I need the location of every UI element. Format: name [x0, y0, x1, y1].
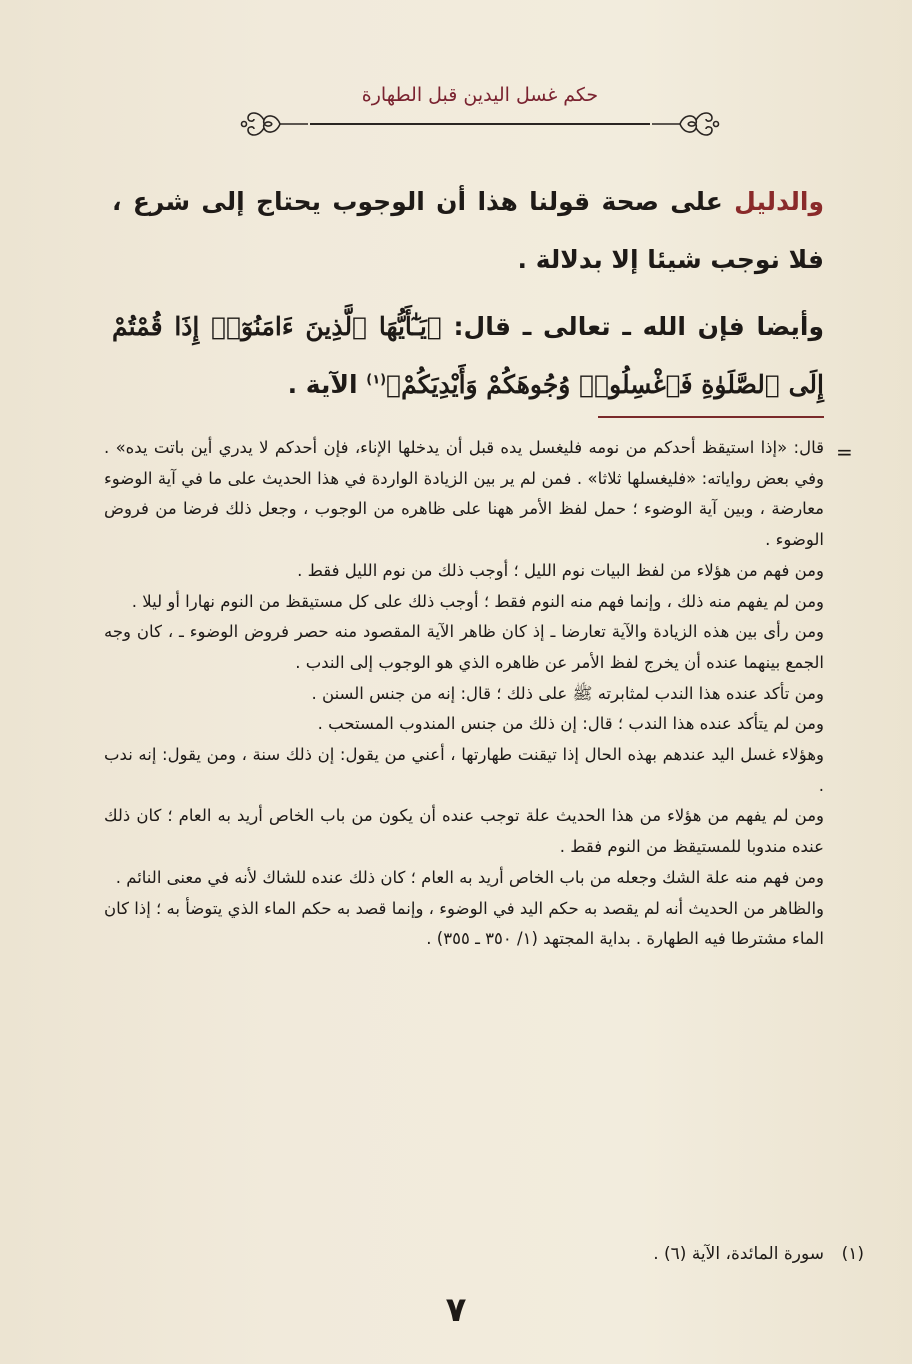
footnote-line: قال: «إذا استيقظ أحدكم من نومه فليغسل يده قبل أن يدخلها الإناء، فإن أحدكم لا يدري أين باتت يده» . وفي بعض رواياته: «فليغسلها ثلاثا» . فمن لم ير بين الزيادة الواردة في هذا الحديث على ما في آية الوضوء معارضة ، وبين آية الوضوء ؛ حمل لفظ الأمر ههنا على ظاهره من الوجوب ، وجعل ذلك فرضا من فروض الوضوء .	[104, 438, 824, 550]
footnote-line: والظاهر من الحديث أنه لم يقصد به حكم اليد في الوضوء ، وإنما قصد به حكم الماء الذي يتوضأ به ؛ إذا كان الماء مشترطا فيه الطهارة . بداية المجتهد (١/ ٣٥٠ ـ ٣٥٥) .	[104, 898, 824, 949]
main-paragraph-1	[112, 173, 824, 289]
footnote-1	[104, 1238, 864, 1270]
header-rule	[310, 123, 650, 125]
main-paragraph-2	[112, 298, 824, 414]
footnote-line: ومن لم يفهم منه ذلك ، وإنما فهم منه النوم فقط ؛ أوجب ذلك على كل مستيقظ من النوم نهارا أو ليلا .	[131, 591, 824, 611]
header-title: حكم غسل اليدين قبل الطهارة	[361, 84, 599, 106]
footnote-line: ومن لم يتأكد عنده هذا الندب ؛ قال: إن ذلك من جنس المندوب المستحب .	[317, 714, 824, 734]
quran-verse: ﴿يَـٰٓأَيُّهَا ٱلَّذِينَ ءَامَنُوٓا۟ إِذَا قُمْتُمْ إِلَى ٱلصَّلَوٰةِ فَٱغْسِلُوا۟ وُجُوهَكُمْ وَأَيْدِيَكُمْ﴾	[112, 312, 824, 399]
footnote-line: ومن تأكد عنده هذا الندب لمثابرته ﷺ على ذلك ؛ قال: إنه من جنس السنن .	[311, 683, 824, 703]
footnote-line: ومن لم يفهم من هؤلاء من هذا الحديث علة توجب عنده أن يكون من باب الخاص أريد به العام ؛ كان ذلك عنده مندوبا للمستيقظ من النوم فقط .	[104, 806, 824, 857]
page-number: ٧	[445, 1290, 467, 1330]
paragraph-lead-word: والدليل	[734, 187, 824, 216]
footnote-ref[interactable]: (١)	[366, 372, 387, 388]
footnote-line: وهؤلاء غسل اليد عندهم بهذه الحال إذا تيقنت طهارتها ، أعني من يقول: إن ذلك سنة ، ومن يقول: إنه ندب .	[104, 745, 824, 795]
paragraph-intro: وأيضا فإن الله ـ تعالى ـ قال:	[441, 312, 824, 341]
running-header	[240, 78, 720, 148]
footnote-divider	[598, 416, 824, 418]
paragraph-end: الآية .	[287, 370, 367, 399]
footnote-text: سورة المائدة، الآية (٦) .	[653, 1244, 824, 1264]
footnotes-block	[104, 433, 824, 955]
ornament-right-icon	[650, 106, 720, 142]
ornament-left-icon	[240, 106, 310, 142]
footnote-line: ومن فهم منه علة الشك وجعله من باب الخاص أريد به العام ؛ كان ذلك عنده للشاك لأنه في معنى النائم .	[115, 867, 824, 887]
footnote-number: (١)	[841, 1244, 864, 1264]
footnote-line: ومن رأى بين هذه الزيادة والآية تعارضا ـ إذ كان ظاهر الآية المقصود منه حصر فروض الوضوء ـ ، كان وجه الجمع بينهما عنده أن يخرج لفظ الأمر عن ظاهره الذي هو الوجوب إلى الندب .	[104, 622, 824, 672]
paragraph-text: على صحة قولنا هذا أن الوجوب يحتاج إلى شرع ، فلا نوجب شيئا إلا بدلالة .	[112, 187, 824, 274]
footnote-line: ومن فهم من هؤلاء من لفظ البيات نوم الليل ؛ أوجب ذلك من نوم الليل فقط .	[297, 560, 824, 580]
continuation-mark: =	[836, 440, 853, 464]
